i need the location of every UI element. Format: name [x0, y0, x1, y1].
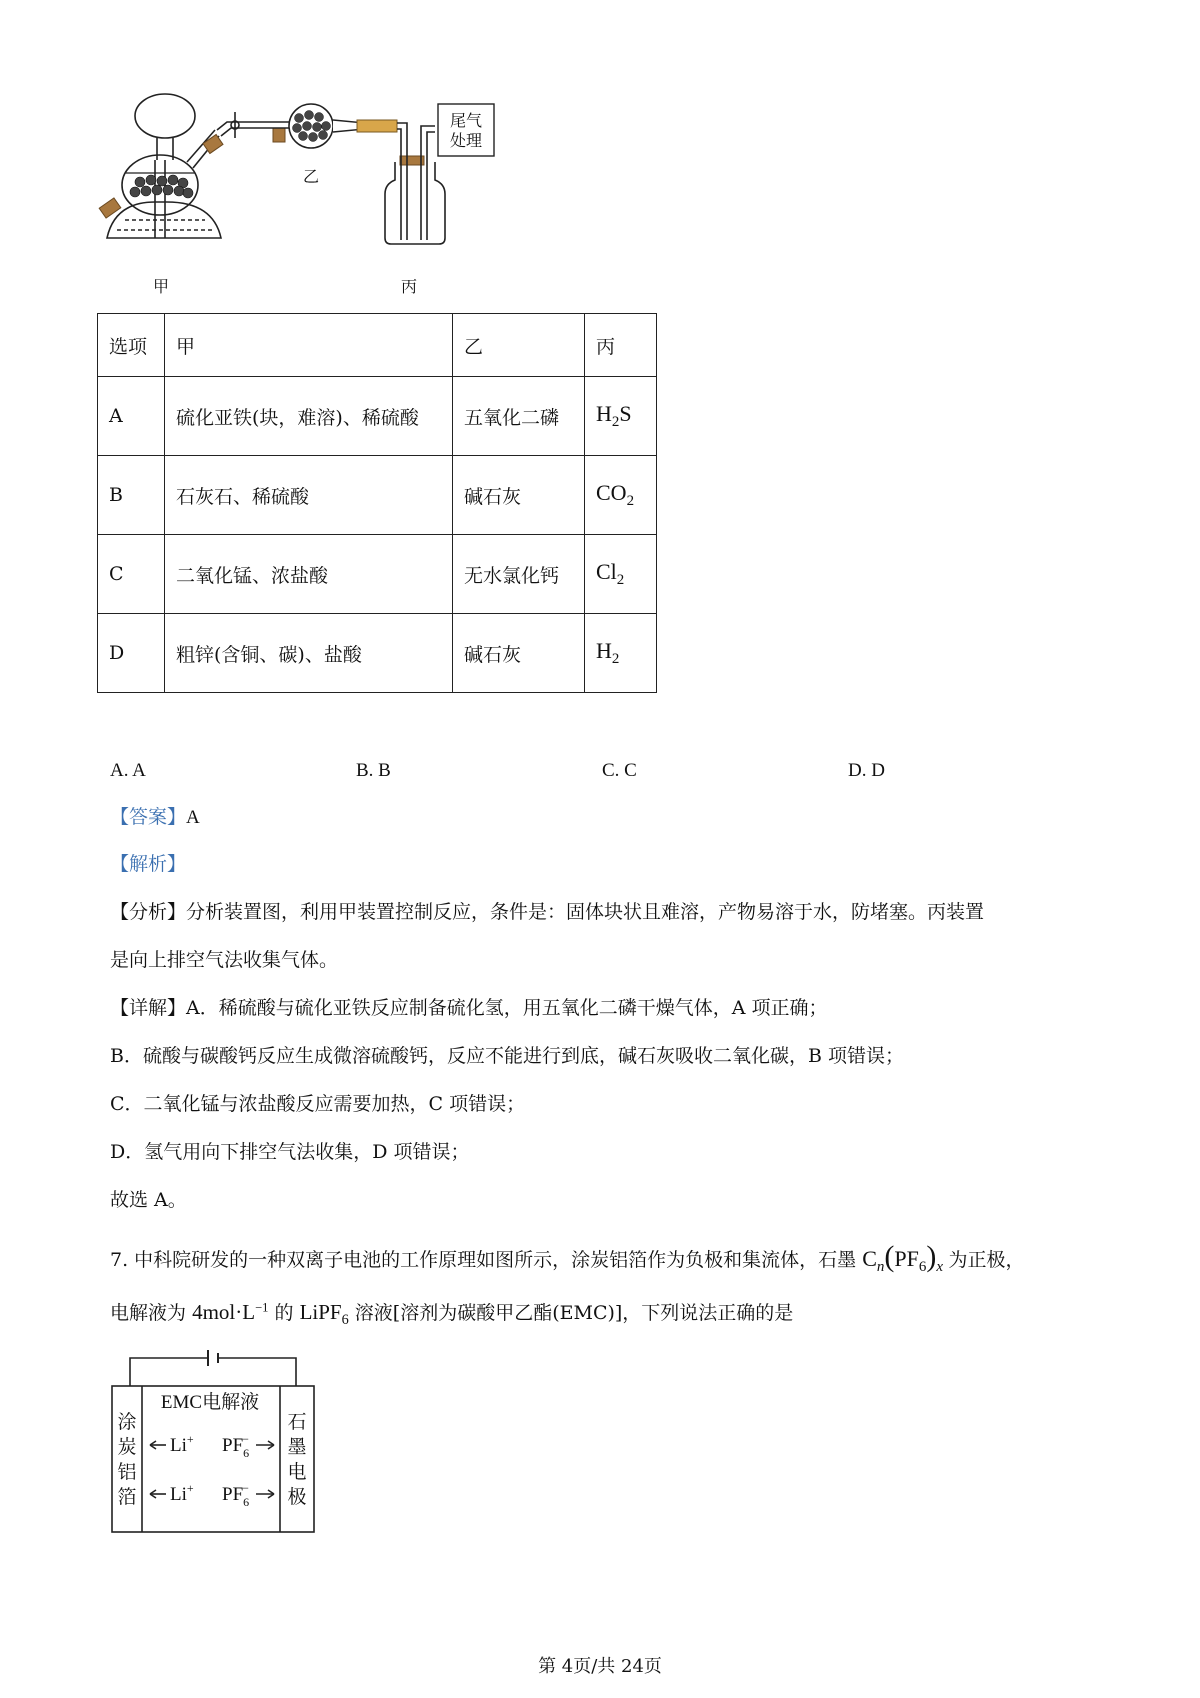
row-yi: 无水氯化钙	[453, 535, 585, 614]
solid-particles	[130, 175, 193, 198]
kipp-generator	[107, 94, 221, 238]
dual-ion-battery-diagram	[110, 1348, 330, 1538]
right-electrode-char-3: 电	[287, 1461, 307, 1483]
q7-concentration: $4mol\cdot L^{-1}$	[192, 1300, 269, 1324]
left-electrode-char-1: 涂	[117, 1411, 137, 1433]
analysis-line-d: D．氢气用向下排空气法收集，D 项错误；	[110, 1141, 470, 1163]
analysis-line-c: C．二氧化锰与浓盐酸反应需要加热，C 项错误；	[110, 1093, 526, 1115]
choice-d: D. D	[848, 760, 885, 781]
gas-apparatus-diagram	[95, 90, 555, 300]
left-electrode-char-4: 箔	[117, 1486, 137, 1508]
xiangjie-label: 【详解】	[110, 997, 187, 1019]
table-row	[98, 456, 657, 535]
row-gas: $H_2$	[585, 614, 657, 693]
right-electrode-char-4: 极	[287, 1486, 307, 1508]
choice-b: B. B	[356, 760, 391, 781]
analysis-line-b: B．硫酸与碳酸钙反应生成微溶硫酸钙，反应不能进行到底，碱石灰吸收二氧化碳，B 项错误；	[110, 1045, 904, 1067]
row-option: A	[98, 377, 165, 456]
choice-c: C. C	[602, 760, 637, 781]
question-7-line-1	[110, 1240, 1025, 1276]
label-bing: 丙	[401, 277, 418, 296]
q7-text-1b: 为正极，	[948, 1249, 1025, 1271]
label-jia: 甲	[153, 277, 170, 296]
row-gas: $Cl_2$	[585, 535, 657, 614]
row-jia: 粗锌(含铜、碳)、盐酸	[165, 614, 453, 693]
row-gas: $CO_2$	[585, 456, 657, 535]
row-jia: 硫化亚铁(块，难溶)、稀硫酸	[165, 377, 453, 456]
page-number: 第 4页/共 24页	[538, 1656, 662, 1677]
header-cell-jia: 甲	[165, 314, 453, 377]
fenxi-line-1	[110, 900, 1110, 924]
xiangjie-text-a: A．稀硫酸与硫化亚铁反应制备硫化氢，用五氧化二磷干燥气体，A 项正确；	[186, 997, 828, 1019]
tail-gas-label-2: 处理	[449, 131, 483, 150]
header-cell-yi: 乙	[453, 314, 585, 377]
analysis-conclusion: 故选 A。	[110, 1189, 187, 1211]
collecting-bottle	[385, 162, 445, 244]
row-yi: 碱石灰	[453, 614, 585, 693]
tail-gas-label-1: 尾气	[449, 111, 483, 130]
left-electrode-char-2: 炭	[117, 1436, 137, 1458]
electrolyte-label: EMC电解液	[160, 1392, 260, 1413]
row-yi: 碱石灰	[453, 456, 585, 535]
q7-text-1a: 7. 中科院研发的一种双离子电池的工作原理如图所示，涂炭铝箔作为负极和集流体，石墨	[110, 1249, 857, 1271]
row-yi: 五氧化二磷	[453, 377, 585, 456]
row-option: C	[98, 535, 165, 614]
pf6-ion-label: $PF_6-$	[222, 1481, 250, 1509]
q7-text-2b: 的	[274, 1302, 294, 1324]
fenxi-label: 【分析】	[110, 901, 187, 923]
q7-formula: $C_n(PF_6)_x$	[862, 1240, 943, 1276]
q7-text-2c: 溶液[溶剂为碳酸甲乙酯(EMC)]，下列说法正确的是	[354, 1302, 794, 1324]
q7-lipf6: LiPF$_6$	[299, 1300, 349, 1328]
fenxi-text-1: 分析装置图，利用甲装置控制反应，条件是：固体块状且难溶，产物易溶于水，防堵塞。丙装置	[186, 901, 985, 923]
answer-line	[110, 805, 1110, 830]
table-row	[98, 377, 657, 456]
answer-value: A	[186, 807, 200, 828]
choice-a: A. A	[110, 760, 146, 781]
li-ion-label: Li+	[170, 1481, 194, 1505]
fenxi-line-2: 是向上排空气法收集气体。	[110, 949, 339, 971]
row-option: D	[98, 614, 165, 693]
row-jia: 二氧化锰、浓盐酸	[165, 535, 453, 614]
left-electrode-char-3: 铝	[117, 1461, 137, 1483]
analysis-label: 【解析】	[110, 853, 187, 875]
row-jia: 石灰石、稀硫酸	[165, 456, 453, 535]
row-gas: $H_2S$	[585, 377, 657, 456]
table-row	[98, 535, 657, 614]
question-7-line-2	[110, 1298, 793, 1329]
header-cell-option: 选项	[98, 314, 165, 377]
options-table	[97, 313, 657, 693]
right-electrode-char-2: 墨	[287, 1436, 307, 1458]
li-ion-label: Li+	[170, 1432, 194, 1456]
q7-text-2a: 电解液为	[110, 1302, 187, 1324]
table-row	[98, 614, 657, 693]
row-option: B	[98, 456, 165, 535]
right-electrode-char-1: 石	[287, 1411, 307, 1433]
pf6-ion-label: $PF_6-$	[222, 1432, 250, 1460]
table-header-row	[98, 314, 657, 377]
label-yi: 乙	[303, 167, 320, 186]
answer-label: 【答案】	[110, 806, 187, 828]
drying-tube	[289, 104, 397, 148]
header-cell-bing: 丙	[585, 314, 657, 377]
xiangjie-line-a	[110, 996, 1110, 1020]
